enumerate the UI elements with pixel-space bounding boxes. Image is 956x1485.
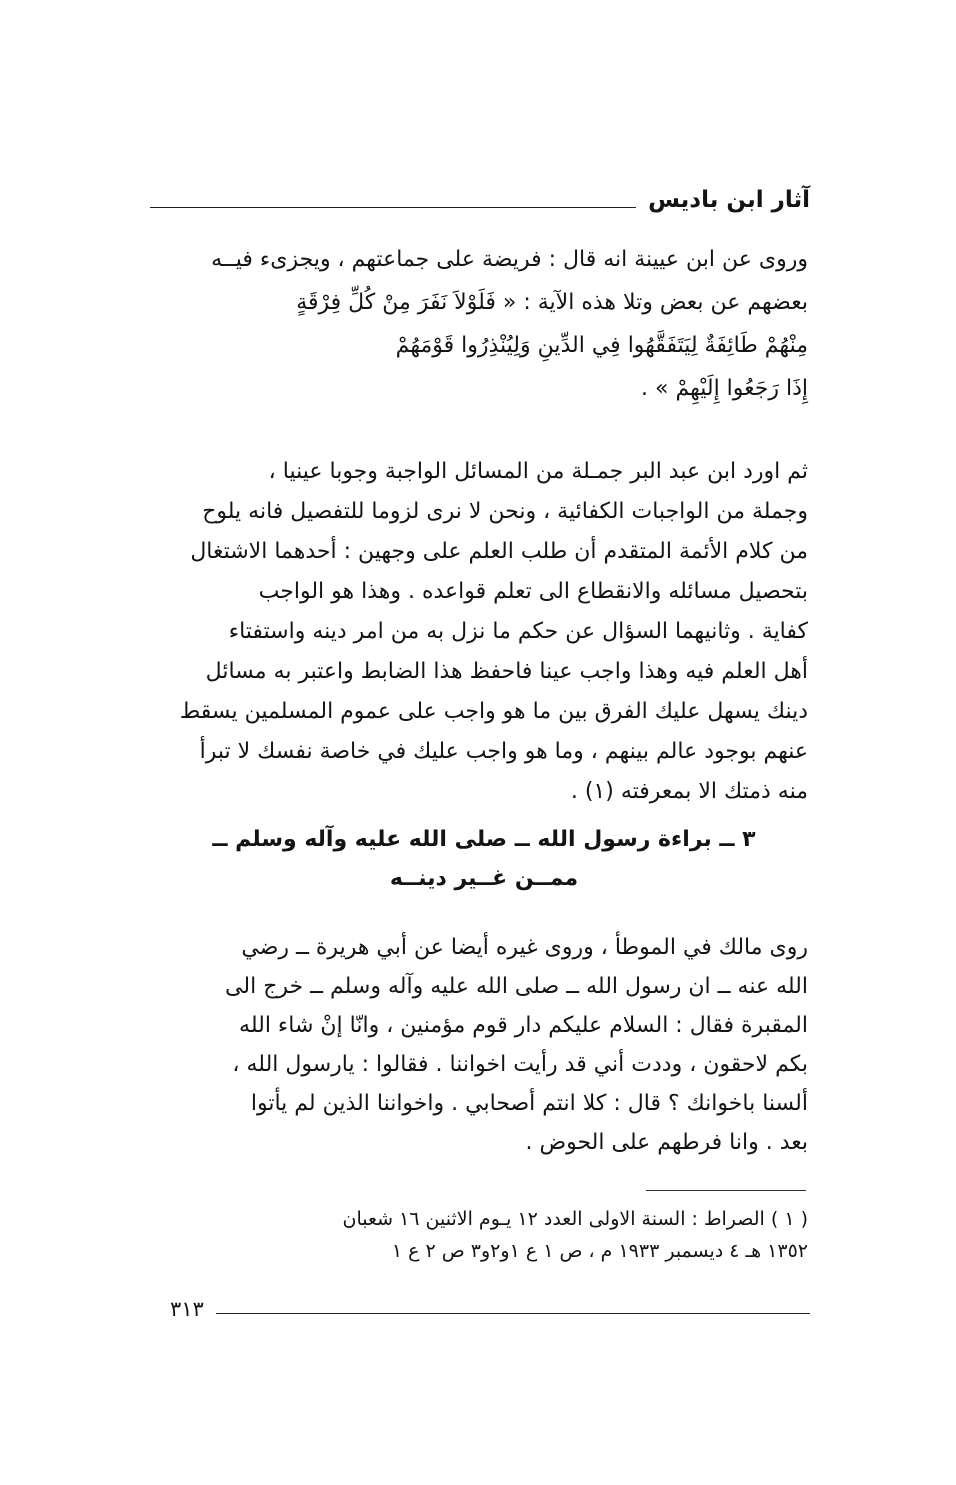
text-line: من كلام الأئمة المتقدم أن طلب العلم على وجهين : أحدهما الاشتغال: [190, 539, 808, 564]
text-line: وروى عن ابن عيينة انه قال : فريضة على جماعتهم ، ويجزىء فيــه: [211, 247, 808, 272]
text-line: أهل العلم فيه وهذا واجب عينا فاحفظ هذا الضابط واعتبر به مسائل: [205, 659, 808, 684]
paragraph-ibn-abd-al-barr: [160, 452, 808, 812]
text-line: دينك يسهل عليك الفرق بين ما هو واجب على عموم المسلمين يسقط: [179, 699, 808, 724]
section-heading-line2: ممــن غــير دينــه: [389, 866, 579, 891]
text-line: منه ذمتك الا بمعرفته (١) .: [570, 779, 808, 804]
text-line: بكم لاحقون ، وددت أني قد رأيت اخواننا . فقالوا : يارسول الله ،: [232, 1052, 808, 1077]
text-line: بتحصيل مسائله والانقطاع الى تعلم قواعده . وهذا هو الواجب: [258, 579, 808, 604]
footnote-rule: [646, 1190, 806, 1191]
paragraph-hadith: [160, 928, 808, 1162]
footnote: [160, 1203, 808, 1267]
footnote-line: ( ١ ) الصراط : السنة الاولى العدد ١٢ يـوم الاثنين ١٦ شعبان: [342, 1208, 808, 1230]
running-header: [150, 172, 810, 212]
header-rule: [150, 207, 636, 208]
text-line: إِذَا رَجَعُوا إِلَيْهِمْ » .: [641, 376, 808, 401]
text-line: ألسنا باخوانك ؟ قال : كلا انتم أصحابي . واخواننا الذين لم يأتوا: [250, 1091, 808, 1116]
text-line: بعضهم عن بعض وتلا هذه الآية : « فَلَوْلاَ نَفَرَ مِنْ كُلِّ فِرْقَةٍ: [296, 290, 808, 315]
text-line: وجملة من الواجبات الكفائية ، ونحن لا نرى لزوما للتفصيل فانه يلوح: [202, 499, 808, 524]
text-line: المقبرة فقال : السلام عليكم دار قوم مؤمنين ، وانّا إنْ شاء الله: [239, 1013, 808, 1038]
footer-rule: [216, 1313, 810, 1314]
text-line: مِنْهُمْ طَائِفَةٌ لِيَتَفَقَّهُوا فِي الدِّينِ وَلِيُنْذِرُوا قَوْمَهُمْ: [395, 333, 808, 358]
text-line: روى مالك في الموطأ ، وروى غيره أيضا عن أبي هريرة ــ رضي: [241, 935, 808, 960]
section-heading-line1: ٣ ــ براءة رسول الله ــ صلى الله عليه وآله وسلم ــ: [212, 827, 756, 852]
page-number: ٣١٣: [170, 1297, 204, 1321]
text-line: عنهم بوجود عالم بينهم ، وما هو واجب عليك في خاصة نفسك لا تبرأ: [199, 739, 808, 764]
text-line: بعد . وانا فرطهم على الحوض .: [525, 1130, 808, 1155]
book-title: آثار ابن باديس: [648, 187, 810, 213]
page-footer: [170, 1290, 810, 1320]
text-line: الله عنه ــ ان رسول الله ــ صلى الله عليه وآله وسلم ــ خرج الى: [225, 974, 808, 999]
text-line: ثم اورد ابن عبد البر جمـلة من المسائل الواجبة وجوبا عينيا ،: [268, 459, 808, 484]
footnote-line: ١٣٥٢ هـ ٤ ديسمبر ١٩٣٣ م ، ص ١ ع ١و٢و٣ ص ٢ ع ١: [391, 1240, 808, 1262]
text-line: كفاية . وثانيهما السؤال عن حكم ما نزل به من امر دينه واستفتاء: [228, 619, 808, 644]
paragraph-ibn-uyayna: [160, 238, 808, 410]
